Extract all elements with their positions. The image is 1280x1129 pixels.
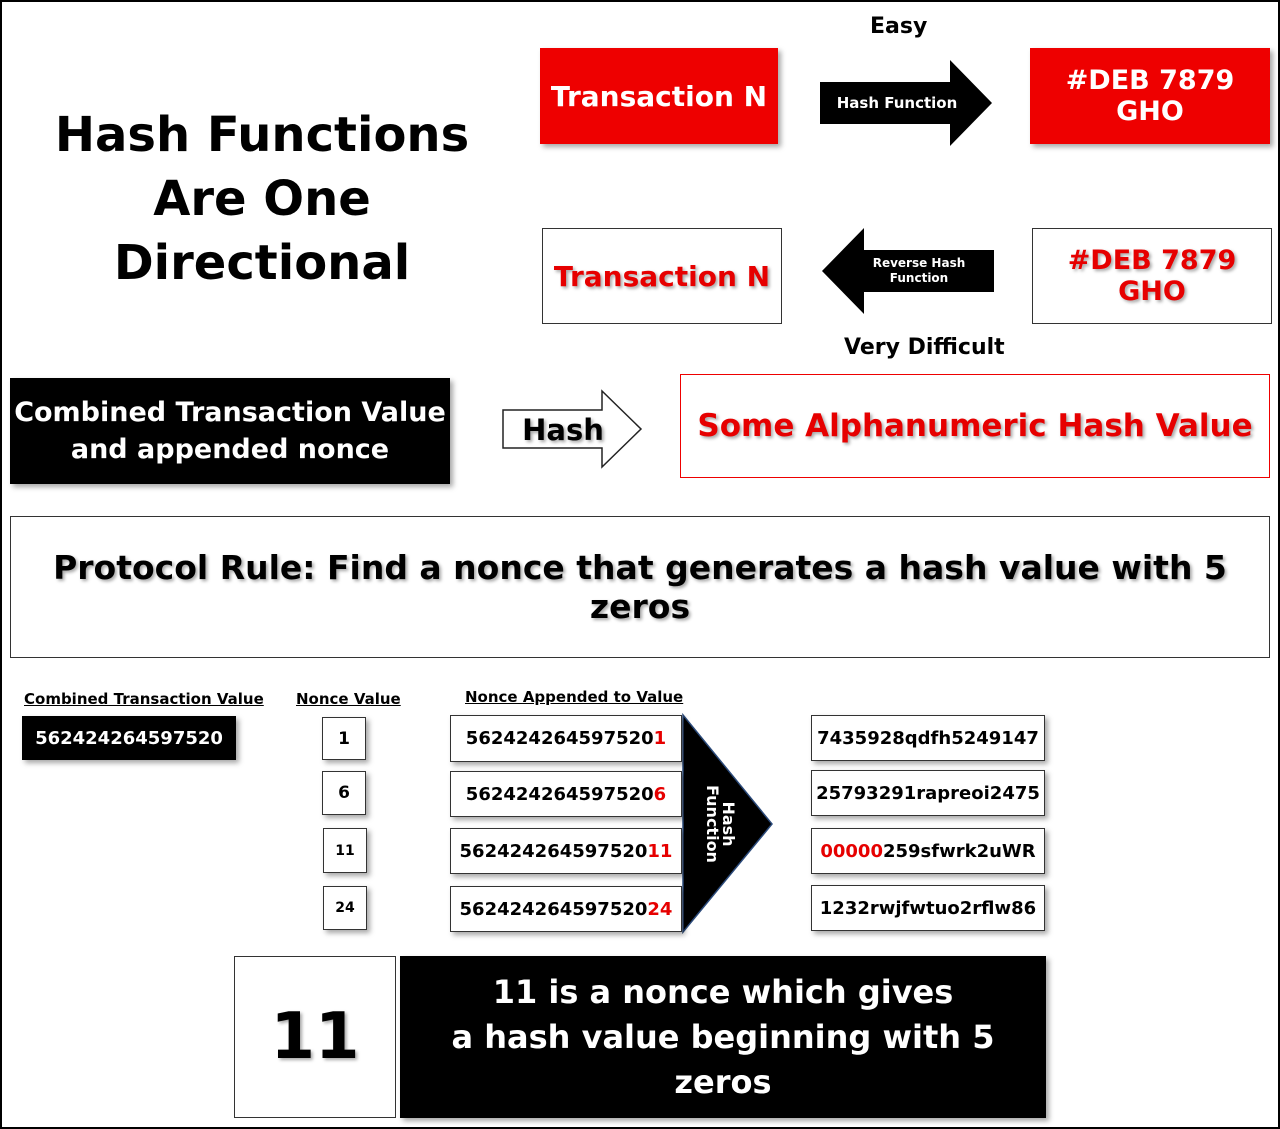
hash-rest: 259sfwrk2uWR <box>882 840 1036 862</box>
reverse-input-box: #DEB 7879 GHO <box>1032 228 1272 324</box>
header-nonce-appended: Nonce Appended to Value <box>465 688 684 706</box>
title-line-2: Are One Directional <box>113 171 411 291</box>
title-line-1: Hash Functions <box>54 107 470 163</box>
hash-output-box <box>811 828 1045 874</box>
appended-base: 562424264597520 <box>465 783 654 805</box>
reverse-output-box: Transaction N <box>542 228 782 324</box>
appended-nonce: 24 <box>647 898 673 920</box>
hash-function-triangle-label <box>704 785 736 863</box>
appended-nonce: 1 <box>653 728 667 749</box>
protocol-rule-box: Protocol Rule: Find a nonce that generates a hash value with 5 zeros <box>10 516 1270 658</box>
forward-input-box: Transaction N <box>540 48 778 144</box>
reverse-arrow-label <box>862 250 976 292</box>
nonce-appended-box <box>450 886 682 932</box>
hash-rest: 7435928qdfh5249147 <box>817 727 1039 749</box>
combined-transaction-value: 562424264597520 <box>22 716 236 760</box>
hash-function-label-line-2: Function <box>703 785 722 863</box>
header-combined-transaction-value: Combined Transaction Value <box>24 690 264 708</box>
hash-zero-prefix: 00000 <box>820 840 883 862</box>
answer-explanation-box <box>400 956 1046 1118</box>
nonce-appended-box <box>450 715 682 762</box>
nonce-value-box: 6 <box>322 771 366 815</box>
answer-line-2: a hash value beginning with 5 zeros <box>451 1017 995 1101</box>
hash-output-box <box>811 715 1045 761</box>
hash-output-box <box>811 770 1045 816</box>
hash-rest: 1232rwjfwtuo2rflw86 <box>819 897 1037 919</box>
hash-output-box <box>811 885 1045 931</box>
reverse-arrow-label-line-1: Reverse Hash <box>872 256 966 270</box>
appended-base: 562424264597520 <box>465 728 654 749</box>
nonce-value-box: 11 <box>323 828 367 873</box>
appended-base: 562424264597520 <box>459 840 648 862</box>
nonce-appended-box <box>450 771 682 817</box>
combined-line-1: Combined Transaction Value <box>14 397 446 428</box>
appended-base: 562424264597520 <box>459 898 648 920</box>
hash-arrow-label: Hash <box>522 413 604 447</box>
forward-output-box: #DEB 7879 GHO <box>1030 48 1270 144</box>
nonce-value-box: 24 <box>323 886 367 930</box>
hash-rest: 25793291rapreoi2475 <box>816 782 1040 804</box>
header-nonce-value: Nonce Value <box>296 690 401 708</box>
appended-nonce: 11 <box>647 840 673 862</box>
reverse-arrow-label-line-2: Function <box>889 271 949 285</box>
diagram-title <box>12 107 512 291</box>
hash-function-label-line-1: Hash <box>719 801 738 847</box>
appended-nonce: 6 <box>653 783 667 805</box>
nonce-appended-box <box>450 828 682 874</box>
very-difficult-label: Very Difficult <box>844 335 1005 360</box>
forward-arrow-label: Hash Function <box>836 94 958 112</box>
hash-result-box: Some Alphanumeric Hash Value <box>680 374 1270 478</box>
answer-line-1: 11 is a nonce which gives <box>492 972 954 1011</box>
combined-line-2: and appended nonce <box>70 434 390 465</box>
combined-value-box <box>10 378 450 484</box>
easy-label: Easy <box>870 14 928 39</box>
nonce-value-box: 1 <box>322 717 366 760</box>
answer-nonce-box: 11 <box>234 956 396 1118</box>
